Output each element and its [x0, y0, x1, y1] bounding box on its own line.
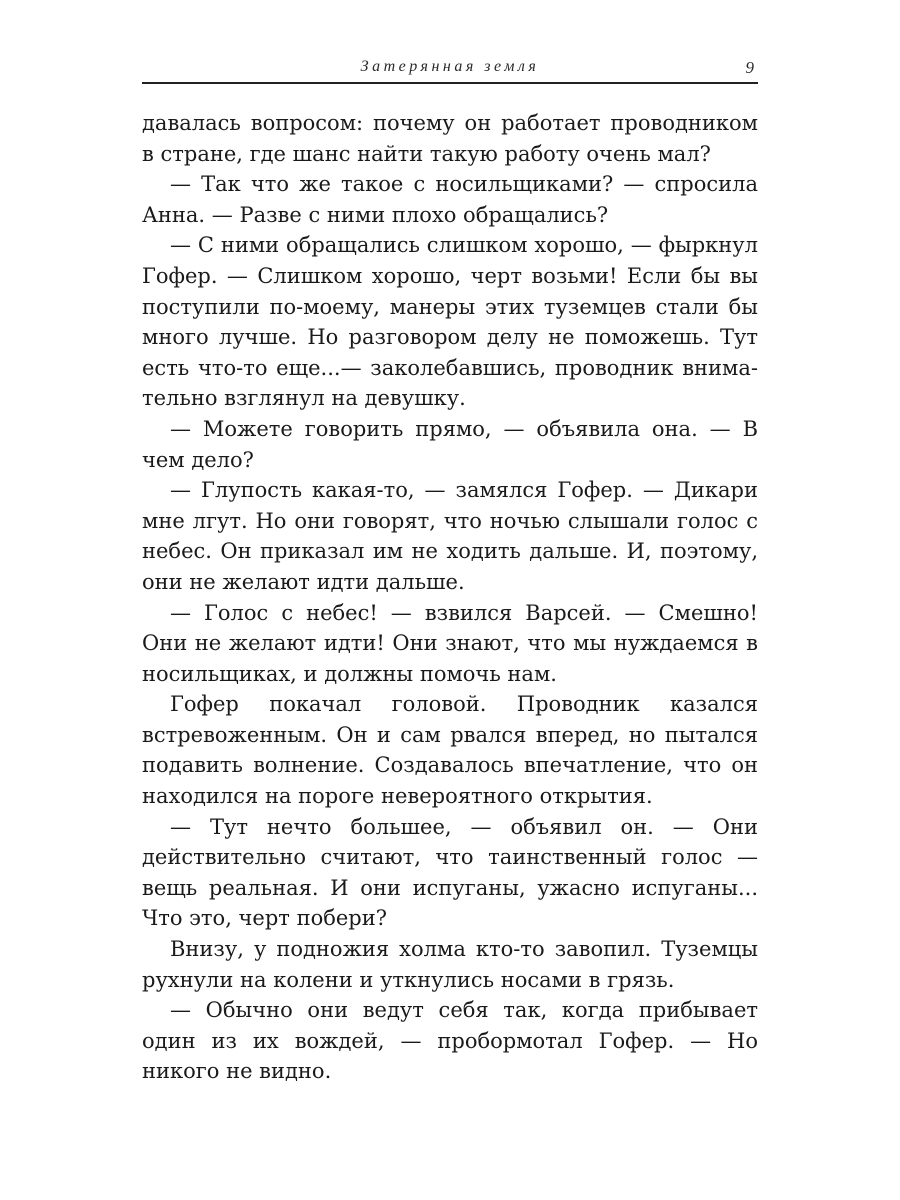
running-title: Затерянная земля — [360, 58, 540, 75]
paragraph: — Тут нечто большее, — объявил он. — Они действительно считают, что таинственный голос — вещь реальная. И они испуганы, ужасно испуганы... Что это, черт побери? — [142, 814, 758, 931]
paragraph: Внизу, у подножия холма кто-то завопил. Туземцы рухнули на колени и уткнулись носами в грязь. — [142, 937, 758, 992]
paragraph: — Можете говорить прямо, — объявила она. — В чем дело? — [142, 416, 758, 472]
body-text — [142, 108, 758, 1087]
paragraph: — Глупость какая-то, — замялся Гофер. — Дикари мне лгут. Но они говорят, что ночью слышали голос с небес. Он приказал им не ходить дальше. И, поэтому, они не желают идти дальше. — [142, 478, 758, 594]
paragraph: — Голос с небес! — взвился Варсей. — Смешно! Они не желают идти! Они знают, что мы нуждаемся в носильщиках, и должны помочь нам. — [142, 600, 758, 686]
paragraph: — Обычно они ведут себя так, когда прибывает один из их вождей, — пробормотал Гофер. — Но никого не видно. — [142, 998, 758, 1084]
paragraph: — С ними обращались слишком хорошо, — фыркнул Гофер. — Слишком хорошо, черт возьми! Если бы вы поступили по-моему, манеры этих туземцев стали бы много лучше. Но разговором делу не поможешь. Тут есть что-то еще...— заколебавшись, проводник внимательно взглянул на девушку. — [142, 233, 758, 411]
paragraph: давалась вопросом: почему он работает проводником в стране, где шанс найти такую работу очень мал? — [142, 111, 758, 166]
paragraph: Гофер покачал головой. Проводник казался встревоженным. Он и сам рвался вперед, но пытался подавить волнение. Создавалось впечатление, что он находился на пороге невероятного открытия. — [142, 692, 758, 809]
page-number: 9 — [745, 58, 754, 77]
paragraph: — Так что же такое с носильщиками? — спросила Анна. — Разве с ними плохо обращались? — [142, 172, 758, 227]
running-head — [142, 58, 758, 82]
header-rule — [142, 82, 758, 84]
